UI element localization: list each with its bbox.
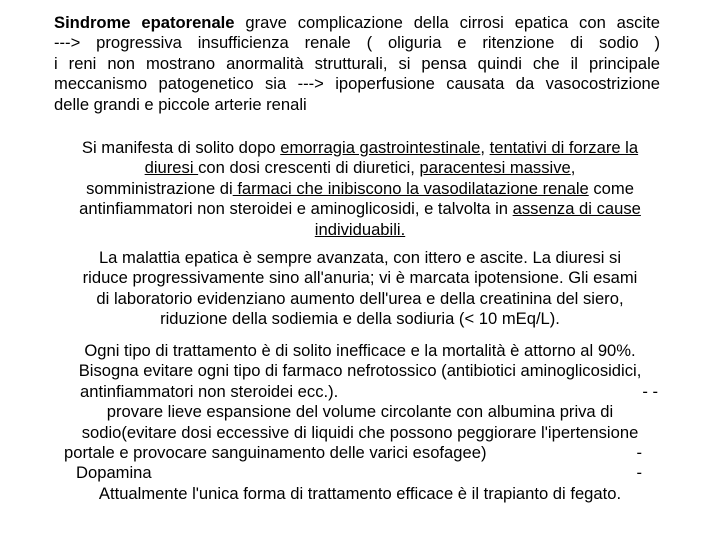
p4-line-6 (52, 443, 668, 463)
p2-text-7: antinfiammatori non steroidei e aminoglicosidi, e talvolta in (79, 199, 513, 219)
p4-line-3-left: antinfiammatori non steroidei ecc.). (80, 381, 339, 401)
intro-line-1-rest: grave complicazione della cirrosi epatica con ascite (234, 13, 660, 32)
p2-text-5: somministrazione di (86, 178, 233, 198)
p4-line-1: Ogni tipo di trattamento è di solito inefficace e la mortalità è attorno al 90%. (84, 341, 636, 360)
p2-line-5 (52, 220, 668, 240)
p4-line-4: provare lieve espansione del volume circolante con albumina priva di (106, 402, 614, 422)
p2-underline-no-cause-b: individuabili. (314, 219, 406, 239)
p4-line-7-dash: - (636, 463, 642, 483)
intro-line-1 (54, 13, 660, 33)
p2-line-3 (52, 179, 668, 199)
p2-line-1 (52, 138, 668, 158)
p4-line-7-left: Dopamina (76, 463, 152, 483)
p3-line-4: riduzione della sodiemia e della sodiuria (< 10 mEq/L). (160, 309, 560, 329)
treatment-paragraph (52, 341, 668, 504)
p2-text-2: , (480, 138, 490, 157)
p2-text-1: Si manifesta di solito dopo (81, 138, 281, 157)
p2-underline-no-cause-a: assenza di cause (512, 199, 641, 219)
intro-line-2: ---> progressiva insufficienza renale ( oliguria e ritenzione di sodio ) (54, 33, 660, 53)
intro-paragraph (54, 13, 660, 115)
intro-line-3: i reni non mostrano anormalità strutturali, si pensa quindi che il principale (54, 53, 660, 73)
p4-line-6-left: portale e provocare sanguinamento delle varici esofagee) (64, 443, 487, 463)
p2-underline-forced-diuresis-a: tentativi di forzare la (489, 138, 639, 157)
p2-text-3: con dosi crescenti di diuretici, (198, 158, 420, 178)
clinical-paragraph (52, 248, 668, 330)
p4-line-3-dashes: - - (642, 381, 658, 401)
syndrome-term: Sindrome epatorenale (54, 13, 235, 32)
p4-line-7 (52, 463, 668, 483)
p3-line-2: riduce progressivamente sino all'anuria; vi è marcata ipotensione. Gli esami (82, 268, 638, 288)
p3-line-3: di laboratorio evidenziano aumento dell'urea e della creatinina del siero, (96, 288, 624, 308)
p4-line-6-dash: - (636, 443, 642, 463)
intro-line-4: meccanismo patogenetico sia ---> ipoperfusione causata da vasocostrizione (54, 74, 660, 94)
p4-line-5: sodio(evitare dosi eccessive di liquidi che possono peggiorare l'ipertensione (81, 422, 639, 442)
p2-underline-drugs: farmaci che inibiscono la vasodilatazione renale (232, 178, 589, 198)
p4-line-3 (52, 382, 668, 402)
p2-line-4 (52, 199, 668, 219)
triggers-paragraph (52, 138, 668, 240)
p3-line-1: La malattia epatica è sempre avanzata, con ittero e ascite. La diuresi si (98, 248, 622, 267)
p2-text-4: , (570, 158, 576, 178)
intro-line-5: delle grandi e piccole arterie renali (54, 94, 307, 114)
p2-underline-paracentesis: paracentesi massive (419, 158, 571, 178)
p4-line-8: Attualmente l'unica forma di trattamento efficace è il trapianto di fegato. (98, 483, 622, 503)
p2-text-6: come (588, 178, 634, 198)
p2-underline-forced-diuresis-b: diuresi (144, 158, 199, 178)
p2-line-2 (52, 158, 668, 178)
p4-line-2: Bisogna evitare ogni tipo di farmaco nefrotossico (antibiotici aminoglicosidici, (78, 361, 642, 381)
p2-underline-gi-bleeding: emorragia gastrointestinale (280, 138, 481, 157)
